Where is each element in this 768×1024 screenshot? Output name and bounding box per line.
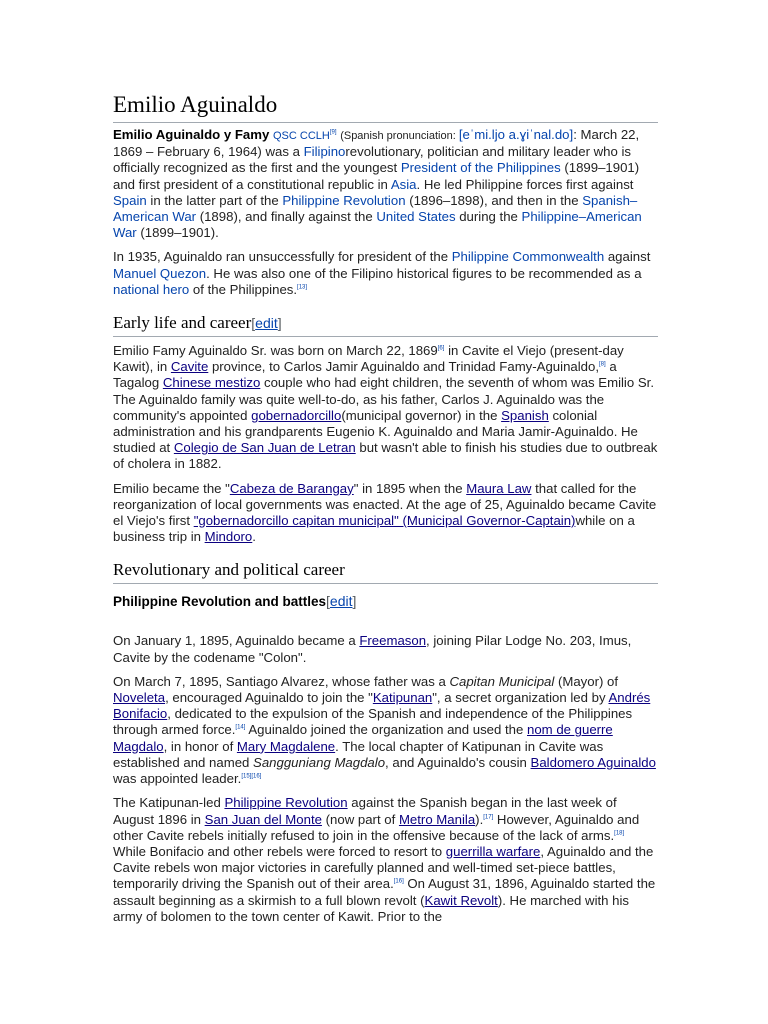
link-commonwealth[interactable]: Philippine Commonwealth bbox=[451, 249, 605, 265]
qsc-link[interactable]: QSC CCLH bbox=[273, 130, 330, 142]
link-spanish-american-war[interactable]: Spanish–American War bbox=[113, 192, 638, 225]
ref-13[interactable]: [13] bbox=[297, 284, 308, 291]
section-heading-revolutionary: Revolutionary and political career bbox=[113, 559, 658, 584]
link-nom-de-guerre[interactable]: nom de guerre bbox=[527, 722, 613, 738]
ref-9[interactable]: [9] bbox=[329, 129, 337, 136]
page-title: Emilio Aguinaldo bbox=[113, 90, 658, 123]
link-katipunan[interactable]: Katipunan bbox=[372, 690, 433, 706]
intro-paragraph: Emilio Aguinaldo y Famy QSC CCLH[9] (Spanish pronunciation: [eˈmi.ljo a.ɣiˈnal.do]: March 22, 1869 – February 6, 1964) was a Filipinorevolutionary, politician and military leader who is officially recognized as the first and the youngest President of the Philippines (1899–1901) and first president of a constitutional republic in Asia. He led Philippine forces first against Spain in the latter part of the Philippine Revolution (1896–1898), and then in the Spanish–American War (1898), and finally against the United States during the Philippine–American War (1899–1901). bbox=[113, 127, 642, 241]
link-san-juan[interactable]: San Juan del Monte bbox=[204, 811, 322, 827]
early-life-paragraph-1: Emilio Famy Aguinaldo Sr. was born on March 22, 1869[6] in Cavite el Viejo (present-day Kawit), in Cavite province, to Carlos Jamir Aguinaldo and Trinidad Famy-Aguinaldo,[8] a Tagalog Chinese mestizo couple who had eight children, the seventh of whom was Emilio Sr. The Aguinaldo family was quite well-to-do, as his father, Carlos J. Aguinaldo was the community's appointed gobernadorcillo(municipal governor) in the Spanish colonial administration and his grandparents Eugenio K. Aguinaldo and Maria Jamir-Aguinaldo. He studied at Colegio de San Juan de Letran but wasn't able to finish his studies due to outbreak of cholera in 1882. bbox=[113, 343, 658, 472]
pron-label: (Spanish pronunciation: bbox=[340, 130, 459, 142]
link-spanish[interactable]: Spanish bbox=[501, 407, 549, 423]
ref-6[interactable]: [6] bbox=[437, 345, 445, 352]
subject-name: Emilio Aguinaldo y Famy bbox=[113, 127, 270, 142]
early-life-paragraph-2: Emilio became the "Cabeza de Barangay" in 1895 when the Maura Law that called for the reorganization of local governments was enacted. At the age of 25, Aguinaldo became Cavite el Viejo's first "gobernadorcillo capitan municipal" (Municipal Governor-Captain)while on a business trip in Mindoro. bbox=[113, 480, 657, 545]
link-kawit-revolt[interactable]: Kawit Revolt bbox=[424, 892, 498, 908]
ref-14[interactable]: [14] bbox=[235, 725, 246, 732]
ref-16[interactable]: [16] bbox=[393, 878, 404, 885]
link-cavite[interactable]: Cavite bbox=[170, 359, 209, 375]
link-capitan-municipal[interactable]: "gobernadorcillo capitan municipal" (Municipal Governor-Captain) bbox=[193, 513, 576, 529]
ref-17[interactable]: [17] bbox=[483, 814, 494, 821]
link-spain[interactable]: Spain bbox=[113, 192, 147, 208]
section-heading-early-life: Early life and career[edit] bbox=[113, 312, 658, 337]
link-national-hero[interactable]: national hero bbox=[113, 281, 190, 297]
edit-link-revolution[interactable]: edit bbox=[329, 593, 353, 610]
link-asia[interactable]: Asia bbox=[390, 176, 417, 192]
revolution-paragraph-1: On January 1, 1895, Aguinaldo became a Freemason, joining Pilar Lodge No. 203, Imus, Cavite by the codename "Colon". bbox=[113, 633, 632, 665]
link-freemason[interactable]: Freemason bbox=[359, 633, 427, 649]
link-philippine-american-war[interactable]: Philippine–American War bbox=[113, 209, 642, 241]
link-cabeza-de-barangay[interactable]: Cabeza de Barangay bbox=[229, 480, 354, 496]
ref-18[interactable]: [18] bbox=[614, 830, 625, 837]
revolution-paragraph-3: The Katipunan-led Philippine Revolution against the Spanish began in the last week of August 1896 in San Juan del Monte (now part of Metro Manila).[17] However, Aguinaldo and other Cavite rebels initially refused to join in the offensive because of the lack of arms.[18] While Bonifacio and other rebels were forced to resort to guerrilla warfare, Aguinaldo and the Cavite rebels won major victories in carefully planned and well-timed set-piece battles, temporarily driving the Spanish out of their area.[16] On August 31, 1896, Aguinaldo started the assault beginning as a skirmish to a full blown revolt (Kawit Revolt). He marched with his army of bolomen to the town center of Kawit. Prior to the bbox=[113, 795, 656, 924]
link-quezon[interactable]: Manuel Quezon bbox=[113, 265, 207, 281]
link-bonifacio[interactable]: Andrés Bonifacio bbox=[113, 690, 651, 722]
link-revolution[interactable]: Philippine Revolution bbox=[282, 192, 406, 208]
link-filipino[interactable]: Filipino bbox=[303, 144, 346, 160]
link-noveleta[interactable]: Noveleta bbox=[113, 690, 166, 706]
link-gobernadorcillo[interactable]: gobernadorcillo bbox=[251, 407, 342, 423]
ref-15-16[interactable]: [15][16] bbox=[241, 773, 262, 780]
second-paragraph: In 1935, Aguinaldo ran unsuccessfully for president of the Philippine Commonwealth against Manuel Quezon. He was also one of the Filipino historical figures to be recommended as a national hero of the Philippines.[13] bbox=[113, 249, 651, 297]
ref-8[interactable]: [8] bbox=[599, 361, 606, 368]
link-mindoro[interactable]: Mindoro bbox=[204, 529, 253, 545]
link-revolution-2[interactable]: Philippine Revolution bbox=[224, 795, 348, 811]
link-guerrilla[interactable]: guerrilla warfare bbox=[445, 843, 541, 859]
link-maura-law[interactable]: Maura Law bbox=[466, 480, 532, 496]
link-metro-manila[interactable]: Metro Manila bbox=[398, 811, 476, 827]
article bbox=[113, 90, 658, 933]
subsection-heading-revolution: Philippine Revolution and battles[edit] bbox=[113, 593, 357, 610]
link-mary-magdalene[interactable]: Mary Magdalene bbox=[236, 738, 336, 754]
link-president[interactable]: President of the Philippines bbox=[400, 160, 561, 176]
link-united-states[interactable]: United States bbox=[376, 209, 456, 225]
link-baldomero[interactable]: Baldomero Aguinaldo bbox=[530, 754, 656, 770]
link-magdalo[interactable]: Magdalo bbox=[113, 738, 164, 754]
ipa-link[interactable]: [eˈmi.ljo a.ɣiˈnal.do] bbox=[458, 127, 574, 142]
link-chinese-mestizo[interactable]: Chinese mestizo bbox=[162, 375, 261, 391]
revolution-paragraph-2: On March 7, 1895, Santiago Alvarez, whose father was a Capitan Municipal (Mayor) of Noveleta, encouraged Aguinaldo to join the "Katipunan", a secret organization led by Andrés Bonifacio, dedicated to the expulsion of the Spanish and independence of the Philippines through armed force.[14] Aguinaldo joined the organization and used the nom de guerre Magdalo, in honor of Mary Magdalene. The local chapter of Katipunan in Cavite was established and named Sangguniang Magdalo, and Aguinaldo's cousin Baldomero Aguinaldo was appointed leader.[15][16] bbox=[113, 673, 656, 787]
link-letran[interactable]: Colegio de San Juan de Letran bbox=[173, 440, 356, 456]
edit-link-early-life[interactable]: edit bbox=[255, 315, 278, 332]
